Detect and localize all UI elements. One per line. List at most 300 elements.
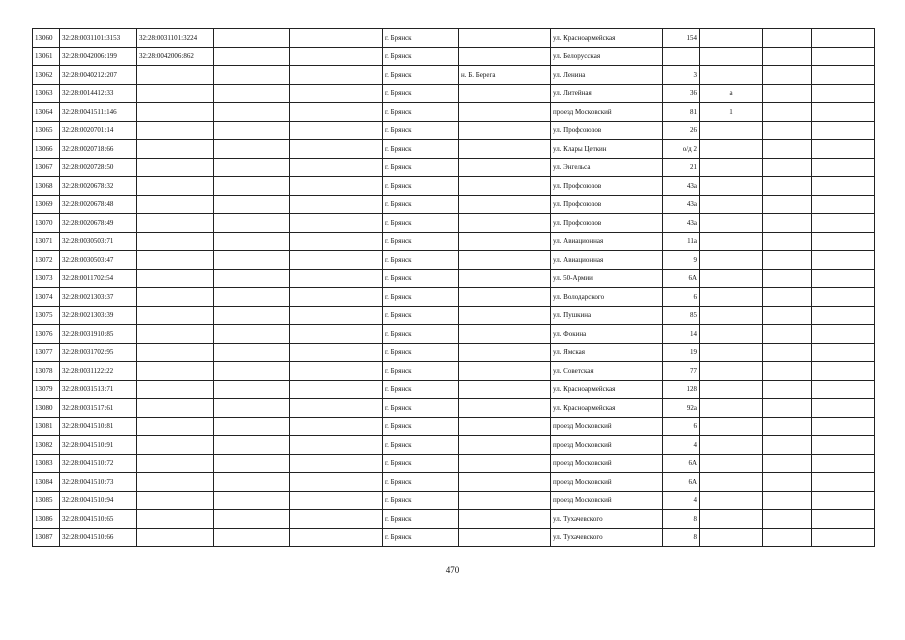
cell-street: ул. Профсоюзов [551,195,663,214]
cell-cadastral-number: 32:28:0021303:39 [60,306,137,325]
cell-empty [214,399,290,418]
cell-house: 81 [663,103,700,122]
cell-district [459,47,551,66]
table-row [33,380,875,399]
cell-number: 13085 [33,491,60,510]
cell-empty [214,158,290,177]
cell-empty [763,510,812,529]
cell-extra [700,436,763,455]
cell-empty [812,417,875,436]
cell-cadastral-number: 32:28:0041510:72 [60,454,137,473]
cell-district [459,362,551,381]
cell-street: проезд Московский [551,103,663,122]
cell-city: г. Брянск [383,195,459,214]
cell-empty [290,47,383,66]
cell-cadastral-number-2 [137,325,214,344]
cell-cadastral-number: 32:28:0020728:50 [60,158,137,177]
cell-street: ул. Ленина [551,66,663,85]
cell-house: 8 [663,528,700,547]
cell-house: 6А [663,269,700,288]
cell-city: г. Брянск [383,473,459,492]
cell-cadastral-number: 32:28:0041511:146 [60,103,137,122]
cell-cadastral-number: 32:28:0041510:65 [60,510,137,529]
cell-empty [812,325,875,344]
cell-cadastral-number-2 [137,473,214,492]
cell-house: 14 [663,325,700,344]
table-row [33,269,875,288]
cell-empty [214,269,290,288]
cell-district [459,528,551,547]
cell-extra [700,269,763,288]
cell-house: 8 [663,510,700,529]
cell-cadastral-number: 32:28:0041510:81 [60,417,137,436]
cell-cadastral-number: 32:28:0020701:14 [60,121,137,140]
cell-empty [812,158,875,177]
cell-street: ул. Авиационная [551,232,663,251]
cell-empty [812,362,875,381]
cell-city: г. Брянск [383,325,459,344]
cell-cadastral-number-2 [137,436,214,455]
cell-house: 77 [663,362,700,381]
cell-cadastral-number-2 [137,528,214,547]
cell-cadastral-number-2 [137,103,214,122]
table-row [33,140,875,159]
cell-cadastral-number-2: 32:28:0042006:862 [137,47,214,66]
cell-street: ул. Профсоюзов [551,177,663,196]
cell-number: 13073 [33,269,60,288]
cell-district [459,399,551,418]
cell-city: г. Брянск [383,29,459,48]
cell-cadastral-number-2 [137,269,214,288]
cell-house: 43а [663,177,700,196]
cell-city: г. Брянск [383,121,459,140]
cell-empty [812,510,875,529]
cell-cadastral-number-2 [137,343,214,362]
cell-empty [290,436,383,455]
cell-cadastral-number: 32:28:0011702:54 [60,269,137,288]
cell-empty [290,343,383,362]
cell-empty [812,84,875,103]
cell-number: 13062 [33,66,60,85]
table-row [33,121,875,140]
cell-street: ул. Авиационная [551,251,663,270]
cell-district [459,140,551,159]
cell-street: ул. Клары Цеткин [551,140,663,159]
cell-street: ул. Красноармейская [551,399,663,418]
cell-number: 13078 [33,362,60,381]
cell-empty [812,491,875,510]
cell-street: ул. Красноармейская [551,29,663,48]
cell-house: 6А [663,473,700,492]
cell-number: 13063 [33,84,60,103]
cell-empty [214,473,290,492]
cell-district [459,325,551,344]
cell-extra [700,232,763,251]
cell-district [459,177,551,196]
cell-empty [763,158,812,177]
cell-district [459,454,551,473]
cell-house: 128 [663,380,700,399]
cell-empty [214,140,290,159]
cell-street: ул. Литейная [551,84,663,103]
cell-empty [290,158,383,177]
table-row [33,158,875,177]
cell-cadastral-number-2 [137,417,214,436]
cell-city: г. Брянск [383,306,459,325]
cell-street: ул. Тухачевского [551,528,663,547]
cell-empty [214,306,290,325]
table-row [33,232,875,251]
cell-empty [763,84,812,103]
cell-street: ул. Энгельса [551,158,663,177]
cell-cadastral-number: 32:28:0041510:66 [60,528,137,547]
cell-empty [763,325,812,344]
cell-empty [290,195,383,214]
cell-city: г. Брянск [383,177,459,196]
cell-number: 13086 [33,510,60,529]
cell-extra [700,306,763,325]
cell-empty [290,491,383,510]
cell-empty [214,29,290,48]
cell-empty [290,288,383,307]
cell-cadastral-number: 32:28:0020678:49 [60,214,137,233]
cell-house: 6А [663,454,700,473]
cell-number: 13068 [33,177,60,196]
cell-cadastral-number: 32:28:0031517:61 [60,399,137,418]
cell-city: г. Брянск [383,232,459,251]
table-row [33,362,875,381]
cell-street: ул. Белорусская [551,47,663,66]
cell-cadastral-number-2 [137,140,214,159]
cell-extra [700,454,763,473]
cell-number: 13082 [33,436,60,455]
cell-district [459,269,551,288]
table-row [33,103,875,122]
cell-cadastral-number: 32:28:0021303:37 [60,288,137,307]
cell-empty [763,491,812,510]
cell-district [459,195,551,214]
cell-extra [700,325,763,344]
cell-cadastral-number: 32:28:0030503:71 [60,232,137,251]
cell-cadastral-number: 32:28:0020678:32 [60,177,137,196]
cell-house: 9 [663,251,700,270]
cell-empty [812,306,875,325]
table-row [33,66,875,85]
cell-empty [763,306,812,325]
table-row [33,491,875,510]
cell-empty [812,195,875,214]
cell-street: проезд Московский [551,454,663,473]
cell-street: проезд Московский [551,436,663,455]
cell-empty [290,177,383,196]
cell-street: ул. 50-Армии [551,269,663,288]
cell-empty [214,288,290,307]
cell-street: ул. Володарского [551,288,663,307]
cell-extra [700,177,763,196]
cell-extra [700,380,763,399]
cell-street: ул. Советская [551,362,663,381]
cell-empty [812,473,875,492]
registry-table [32,28,875,547]
cell-street: проезд Московский [551,491,663,510]
table-row [33,436,875,455]
table-body [33,29,875,547]
cell-empty [763,214,812,233]
cell-city: г. Брянск [383,454,459,473]
cell-cadastral-number-2 [137,306,214,325]
cell-empty [290,306,383,325]
cell-district [459,232,551,251]
cell-empty [214,66,290,85]
table-row [33,214,875,233]
cell-empty [214,195,290,214]
cell-extra [700,417,763,436]
cell-street: ул. Ямская [551,343,663,362]
table-row [33,84,875,103]
cell-number: 13072 [33,251,60,270]
table-row [33,454,875,473]
cell-number: 13075 [33,306,60,325]
cell-extra [700,251,763,270]
cell-empty [214,362,290,381]
table-row [33,417,875,436]
cell-empty [812,29,875,48]
cell-empty [763,454,812,473]
cell-empty [290,84,383,103]
cell-empty [812,399,875,418]
cell-extra [700,121,763,140]
cell-district [459,251,551,270]
cell-empty [763,343,812,362]
cell-extra [700,214,763,233]
cell-number: 13067 [33,158,60,177]
cell-empty [290,325,383,344]
cell-empty [290,269,383,288]
cell-empty [214,380,290,399]
cell-street: ул. Красноармейская [551,380,663,399]
cell-district [459,121,551,140]
table-row [33,343,875,362]
cell-empty [812,140,875,159]
cell-house: 19 [663,343,700,362]
cell-cadastral-number: 32:28:0040212:207 [60,66,137,85]
cell-empty [812,121,875,140]
cell-city: г. Брянск [383,103,459,122]
cell-cadastral-number-2 [137,510,214,529]
cell-cadastral-number-2 [137,454,214,473]
cell-house: 4 [663,436,700,455]
cell-house [663,47,700,66]
cell-number: 13081 [33,417,60,436]
cell-empty [214,343,290,362]
cell-number: 13074 [33,288,60,307]
cell-empty [812,380,875,399]
cell-district [459,510,551,529]
cell-city: г. Брянск [383,269,459,288]
cell-extra: а [700,84,763,103]
cell-district [459,84,551,103]
cell-empty [290,66,383,85]
cell-house: 6 [663,417,700,436]
cell-house: 26 [663,121,700,140]
cell-empty [812,103,875,122]
cell-cadastral-number-2 [137,177,214,196]
cell-city: г. Брянск [383,343,459,362]
table-row [33,29,875,48]
cell-extra [700,528,763,547]
cell-empty [763,251,812,270]
cell-city: г. Брянск [383,510,459,529]
cell-house: 4 [663,491,700,510]
cell-number: 13066 [33,140,60,159]
cell-empty [290,140,383,159]
cell-city: г. Брянск [383,436,459,455]
cell-cadastral-number: 32:28:0041510:91 [60,436,137,455]
cell-cadastral-number: 32:28:0041510:94 [60,491,137,510]
cell-empty [290,29,383,48]
cell-empty [763,417,812,436]
cell-extra [700,491,763,510]
cell-district: н. Б. Берега [459,66,551,85]
cell-empty [214,528,290,547]
cell-empty [290,103,383,122]
cell-city: г. Брянск [383,362,459,381]
cell-house: 6 [663,288,700,307]
cell-cadastral-number-2 [137,195,214,214]
cell-district [459,214,551,233]
cell-cadastral-number: 32:28:0031702:95 [60,343,137,362]
table-row [33,47,875,66]
cell-city: г. Брянск [383,528,459,547]
cell-district [459,380,551,399]
cell-district [459,288,551,307]
cell-number: 13060 [33,29,60,48]
cell-empty [763,121,812,140]
cell-number: 13079 [33,380,60,399]
cell-empty [290,528,383,547]
cell-empty [763,436,812,455]
cell-extra [700,473,763,492]
cell-cadastral-number-2 [137,84,214,103]
cell-empty [812,343,875,362]
cell-empty [214,436,290,455]
cell-empty [812,177,875,196]
cell-empty [763,528,812,547]
cell-empty [214,325,290,344]
cell-number: 13064 [33,103,60,122]
cell-city: г. Брянск [383,47,459,66]
cell-extra [700,66,763,85]
cell-cadastral-number: 32:28:0031910:85 [60,325,137,344]
cell-empty [214,510,290,529]
cell-empty [763,288,812,307]
cell-empty [290,417,383,436]
cell-extra [700,399,763,418]
cell-extra [700,140,763,159]
table-row [33,399,875,418]
cell-cadastral-number: 32:28:0020718:66 [60,140,137,159]
cell-number: 13080 [33,399,60,418]
cell-empty [290,454,383,473]
cell-empty [763,269,812,288]
cell-house: 85 [663,306,700,325]
cell-empty [812,269,875,288]
cell-city: г. Брянск [383,66,459,85]
cell-house: 3 [663,66,700,85]
cell-number: 13087 [33,528,60,547]
cell-empty [290,510,383,529]
cell-cadastral-number: 32:28:0031101:3153 [60,29,137,48]
cell-district [459,103,551,122]
cell-number: 13076 [33,325,60,344]
cell-empty [812,528,875,547]
cell-empty [812,251,875,270]
cell-empty [812,288,875,307]
cell-empty [290,362,383,381]
cell-number: 13071 [33,232,60,251]
cell-cadastral-number-2 [137,399,214,418]
cell-empty [290,380,383,399]
cell-empty [290,251,383,270]
cell-cadastral-number-2 [137,362,214,381]
cell-cadastral-number-2 [137,491,214,510]
cell-extra [700,158,763,177]
cell-house: 11а [663,232,700,251]
cell-cadastral-number: 32:28:0041510:73 [60,473,137,492]
cell-extra: 1 [700,103,763,122]
cell-extra [700,343,763,362]
cell-city: г. Брянск [383,84,459,103]
page-number: 470 [445,565,460,575]
cell-number: 13070 [33,214,60,233]
cell-empty [763,232,812,251]
cell-empty [214,251,290,270]
cell-empty [290,232,383,251]
cell-empty [290,399,383,418]
cell-district [459,491,551,510]
cell-number: 13083 [33,454,60,473]
cell-district [459,473,551,492]
cell-district [459,417,551,436]
cell-empty [812,232,875,251]
cell-city: г. Брянск [383,399,459,418]
table-row [33,306,875,325]
cell-street: проезд Московский [551,473,663,492]
cell-cadastral-number-2 [137,380,214,399]
cell-house: 43а [663,195,700,214]
cell-cadastral-number-2 [137,232,214,251]
cell-city: г. Брянск [383,491,459,510]
cell-number: 13061 [33,47,60,66]
cell-empty [763,140,812,159]
cell-empty [214,47,290,66]
cell-number: 13065 [33,121,60,140]
table-row [33,528,875,547]
cell-house: 36 [663,84,700,103]
cell-extra [700,288,763,307]
cell-number: 13084 [33,473,60,492]
cell-empty [812,436,875,455]
cell-street: ул. Профсоюзов [551,121,663,140]
cell-city: г. Брянск [383,158,459,177]
cell-number: 13077 [33,343,60,362]
cell-cadastral-number-2 [137,214,214,233]
cell-district [459,436,551,455]
cell-city: г. Брянск [383,140,459,159]
cell-street: ул. Фокина [551,325,663,344]
cell-cadastral-number-2 [137,288,214,307]
cell-cadastral-number: 32:28:0030503:47 [60,251,137,270]
